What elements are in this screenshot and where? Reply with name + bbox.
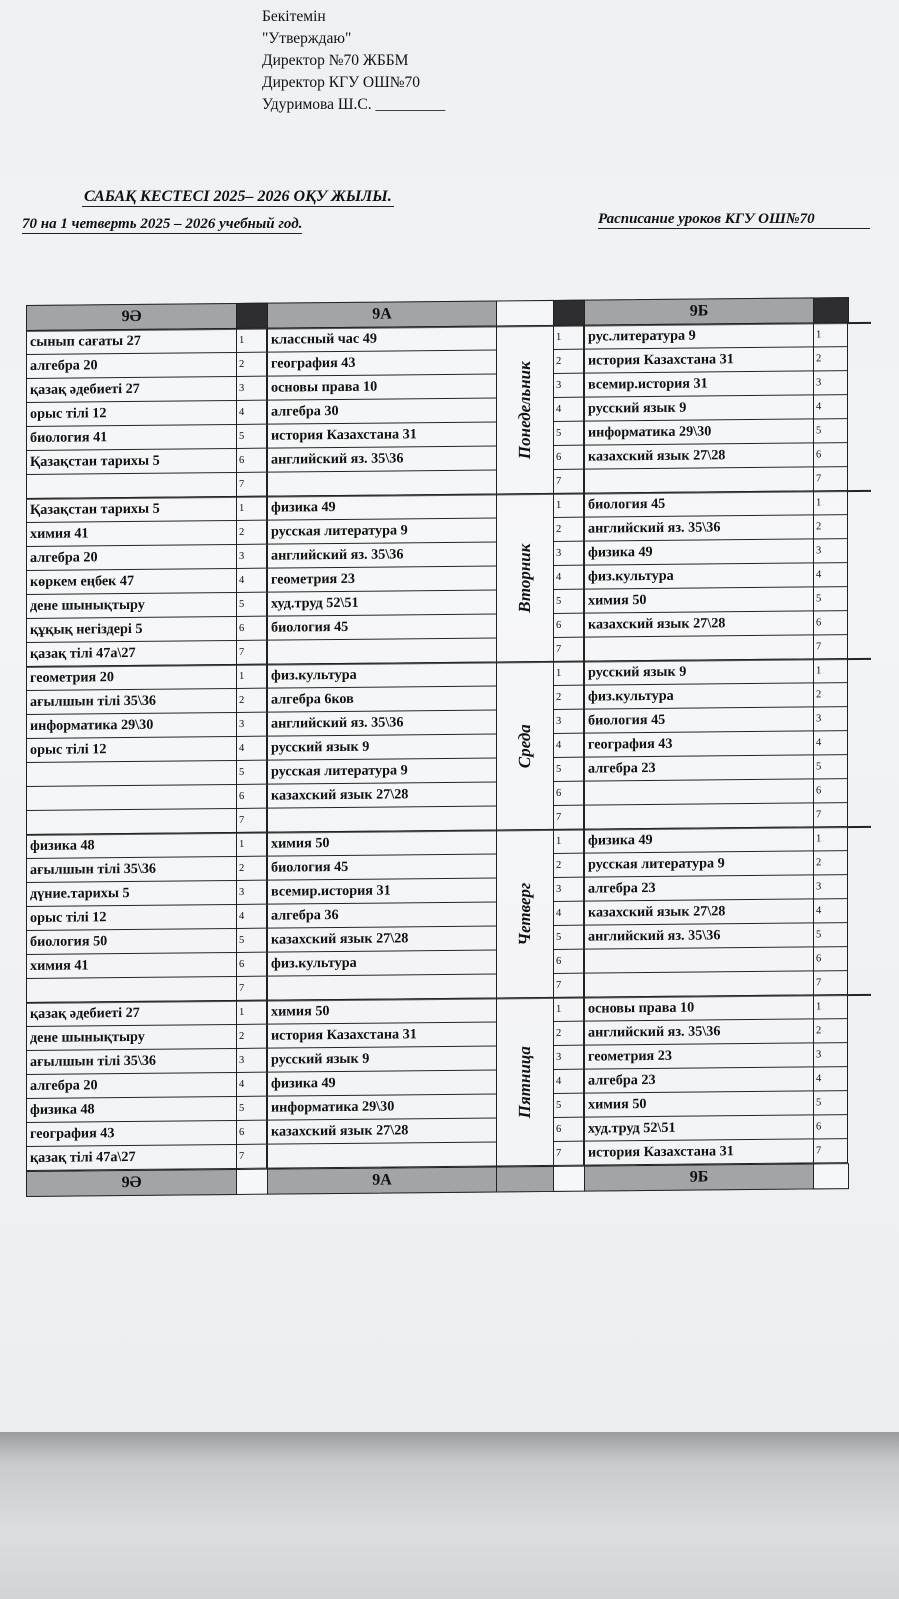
- lesson-number: 6: [553, 782, 584, 806]
- lesson-number: 7: [813, 467, 848, 491]
- lesson-cell-c9a: физ.культура: [267, 662, 497, 688]
- lesson-cell-c9e: Қазақстан тарихы 5: [26, 497, 237, 523]
- lesson-cell-c9e: дене шынықтыру: [26, 1025, 237, 1051]
- lesson-cell-c9e: биология 41: [26, 425, 237, 451]
- lesson-number: 6: [236, 449, 267, 473]
- lesson-cell-c9b: худ.труд 52\51: [584, 1115, 814, 1141]
- lesson-number: 6: [813, 443, 848, 467]
- lesson-cell-c9a: история Казахстана 31: [267, 422, 497, 448]
- lesson-number: 4: [553, 398, 584, 422]
- lesson-number: 1: [553, 326, 584, 350]
- lesson-number: 5: [813, 419, 848, 443]
- lesson-number: 3: [236, 377, 267, 401]
- lesson-cell-c9b: [584, 971, 814, 997]
- class-header-9b: 9Б: [584, 297, 814, 325]
- lesson-number: 3: [553, 542, 584, 566]
- lesson-number: 6: [553, 446, 584, 470]
- lesson-cell-c9b: физ.культура: [584, 563, 814, 589]
- lesson-cell-c9e: орыс тілі 12: [26, 905, 237, 931]
- lesson-cell-c9e: ағылшын тілі 35\36: [26, 857, 237, 883]
- approval-block: [262, 6, 445, 116]
- lesson-cell-c9e: ағылшын тілі 35\36: [26, 689, 237, 715]
- lesson-cell-c9a: худ.труд 52\51: [267, 590, 497, 616]
- lesson-cell-c9b: рус.литература 9: [584, 323, 814, 349]
- lesson-number: 2: [236, 857, 267, 881]
- lesson-cell-c9e: көркем еңбек 47: [26, 569, 237, 595]
- lesson-cell-c9b: русская литература 9: [584, 851, 814, 877]
- lesson-number: 1: [813, 659, 848, 683]
- class-header-9e: 9Ә: [26, 303, 237, 331]
- lesson-cell-c9a: химия 50: [267, 998, 497, 1024]
- lesson-number: 3: [553, 878, 584, 902]
- lesson-number: 4: [813, 395, 848, 419]
- day-block: [26, 659, 871, 834]
- lesson-number: 7: [236, 977, 267, 1001]
- lesson-cell-c9e: ағылшын тілі 35\36: [26, 1049, 237, 1075]
- lesson-cell-c9a: алгебра 30: [267, 398, 497, 424]
- day-block: [26, 323, 871, 498]
- lesson-number: 6: [236, 785, 267, 809]
- lesson-cell-c9b: алгебра 23: [584, 755, 814, 781]
- lesson-cell-c9e: география 43: [26, 1121, 237, 1147]
- header-spacer: [553, 300, 585, 326]
- lesson-number: 5: [553, 1094, 584, 1118]
- header-day-spacer: [496, 300, 554, 327]
- lesson-number: 1: [553, 830, 584, 854]
- lesson-cell-c9b: казахский язык 27\28: [584, 443, 814, 469]
- lesson-cell-c9a: русская литература 9: [267, 758, 497, 784]
- lesson-cell-c9e: қазақ әдебиеті 27: [26, 1001, 237, 1027]
- lesson-number: 7: [236, 641, 267, 665]
- lesson-number: 2: [236, 1025, 267, 1049]
- lesson-number: 7: [236, 473, 267, 497]
- lesson-number: 5: [813, 587, 848, 611]
- approval-line: Бекітемін: [262, 8, 326, 25]
- lesson-number: 5: [236, 929, 267, 953]
- lesson-cell-c9b: алгебра 23: [584, 875, 814, 901]
- lesson-cell-c9a: география 43: [267, 350, 497, 376]
- lesson-cell-c9b: история Казахстана 31: [584, 347, 814, 373]
- lesson-number: 1: [553, 998, 584, 1022]
- lesson-cell-c9e: физика 48: [26, 833, 237, 859]
- lesson-number: 7: [813, 1139, 848, 1163]
- lesson-number: 3: [236, 881, 267, 905]
- lesson-cell-c9b: [584, 947, 814, 973]
- lesson-number: 2: [813, 683, 848, 707]
- day-name-cell: [496, 326, 554, 495]
- lesson-number: 4: [813, 1067, 848, 1091]
- lesson-cell-c9a: физ.культура: [267, 950, 497, 976]
- lesson-number: 2: [813, 1019, 848, 1043]
- lesson-cell-c9a: русский язык 9: [267, 734, 497, 760]
- title-kazakh: САБАҚ КЕСТЕСІ 2025– 2026 ОҚУ ЖЫЛЫ.: [84, 188, 392, 205]
- lesson-cell-c9b: химия 50: [584, 1091, 814, 1117]
- lesson-cell-c9b: казахский язык 27\28: [584, 611, 814, 637]
- lesson-number: 2: [553, 686, 584, 710]
- lesson-cell-c9e: информатика 29\30: [26, 713, 237, 739]
- day-block: [26, 827, 871, 1002]
- day-block: [26, 491, 871, 666]
- lesson-cell-c9b: русский язык 9: [584, 659, 814, 685]
- lesson-number: 2: [553, 518, 584, 542]
- lesson-number: 1: [236, 665, 267, 689]
- lesson-number: 6: [813, 611, 848, 635]
- background-surface: [0, 1432, 899, 1599]
- lesson-number: 4: [236, 737, 267, 761]
- lesson-number: 1: [553, 662, 584, 686]
- lesson-cell-c9b: [584, 635, 814, 661]
- lesson-cell-c9b: [584, 467, 814, 493]
- lesson-number: 1: [236, 329, 267, 353]
- day-name-cell: [496, 494, 554, 663]
- lesson-number: 7: [553, 638, 584, 662]
- lesson-number: 5: [553, 422, 584, 446]
- lesson-number: 4: [813, 563, 848, 587]
- class-footer-9e: 9Ә: [26, 1169, 237, 1197]
- lesson-number: 3: [813, 371, 848, 395]
- lesson-cell-c9e: орыс тілі 12: [26, 401, 237, 427]
- lesson-number: 3: [813, 1043, 848, 1067]
- lesson-number: 7: [813, 803, 848, 827]
- day-name-cell: [496, 662, 554, 831]
- lesson-cell-c9e: [26, 473, 237, 499]
- lesson-cell-c9b: информатика 29\30: [584, 419, 814, 445]
- lesson-cell-c9b: английский яз. 35\36: [584, 515, 814, 541]
- lesson-number: 2: [553, 350, 584, 374]
- lesson-number: 6: [813, 947, 848, 971]
- day-name: Среда: [515, 723, 534, 768]
- lesson-number: 2: [236, 521, 267, 545]
- header-spacer: [236, 303, 268, 329]
- class-footer-9b: 9Б: [584, 1163, 814, 1191]
- lesson-cell-c9e: алгебра 20: [26, 545, 237, 571]
- lesson-cell-c9a: химия 50: [267, 830, 497, 856]
- lesson-number: 1: [813, 491, 848, 515]
- lesson-number: 2: [553, 1022, 584, 1046]
- lesson-number: 7: [813, 971, 848, 995]
- lesson-number: 2: [553, 854, 584, 878]
- lesson-number: 4: [553, 902, 584, 926]
- lesson-cell-c9b: английский яз. 35\36: [584, 1019, 814, 1045]
- lesson-cell-c9a: алгебра 36: [267, 902, 497, 928]
- lesson-cell-c9b: [584, 779, 814, 805]
- lesson-number: 7: [236, 1145, 267, 1169]
- lesson-cell-c9a: биология 45: [267, 614, 497, 640]
- lesson-number: 3: [813, 707, 848, 731]
- lesson-number: 6: [553, 950, 584, 974]
- day-name: Понедельник: [515, 360, 534, 459]
- lesson-number: 5: [553, 926, 584, 950]
- lesson-cell-c9a: физика 49: [267, 1070, 497, 1096]
- lesson-number: 7: [813, 635, 848, 659]
- lesson-cell-c9e: [26, 977, 237, 1003]
- footer-spacer: [553, 1166, 585, 1192]
- header-spacer: [813, 297, 849, 323]
- lesson-number: 5: [553, 758, 584, 782]
- lesson-number: 5: [813, 1091, 848, 1115]
- day-name: Четверг: [515, 882, 534, 946]
- footer-spacer: [236, 1169, 268, 1195]
- lesson-cell-c9a: английский яз. 35\36: [267, 542, 497, 568]
- lesson-cell-c9a: казахский язык 27\28: [267, 926, 497, 952]
- class-footer-9a: 9А: [267, 1166, 497, 1194]
- lesson-cell-c9e: [26, 809, 237, 835]
- lesson-cell-c9b: физ.культура: [584, 683, 814, 709]
- lesson-cell-c9b: [584, 803, 814, 829]
- day-name-cell: [496, 998, 554, 1167]
- lesson-number: 3: [553, 1046, 584, 1070]
- lesson-number: 1: [236, 1001, 267, 1025]
- lesson-cell-c9e: алгебра 20: [26, 353, 237, 379]
- lesson-number: 4: [236, 569, 267, 593]
- lesson-cell-c9a: физика 49: [267, 494, 497, 520]
- lesson-cell-c9e: [26, 785, 237, 811]
- lesson-number: 3: [813, 875, 848, 899]
- lesson-cell-c9a: [267, 638, 497, 664]
- lesson-number: 7: [553, 974, 584, 998]
- lesson-number: 3: [813, 539, 848, 563]
- lesson-number: 6: [813, 1115, 848, 1139]
- lesson-number: 4: [813, 899, 848, 923]
- approval-line: Директор №70 ЖББМ: [262, 52, 409, 69]
- lesson-cell-c9b: физика 49: [584, 539, 814, 565]
- lesson-number: 5: [813, 755, 848, 779]
- lesson-number: 3: [553, 374, 584, 398]
- day-name: Пятница: [515, 1045, 534, 1118]
- lesson-number: 7: [553, 470, 584, 494]
- lesson-number: 4: [236, 401, 267, 425]
- footer-day-spacer: [496, 1166, 554, 1193]
- lesson-number: 4: [553, 1070, 584, 1094]
- lesson-number: 2: [813, 851, 848, 875]
- lesson-cell-c9b: физика 49: [584, 827, 814, 853]
- lesson-number: 4: [553, 734, 584, 758]
- lesson-number: 3: [236, 713, 267, 737]
- lesson-number: 3: [236, 545, 267, 569]
- lesson-number: 4: [236, 905, 267, 929]
- approval-line: Директор КГУ ОШ№70: [262, 74, 421, 91]
- lesson-number: 2: [813, 347, 848, 371]
- lesson-number: 6: [553, 614, 584, 638]
- lesson-cell-c9e: физика 48: [26, 1097, 237, 1123]
- lesson-number: 5: [236, 593, 267, 617]
- lesson-cell-c9b: геометрия 23: [584, 1043, 814, 1069]
- lesson-cell-c9a: всемир.история 31: [267, 878, 497, 904]
- lesson-cell-c9b: английский яз. 35\36: [584, 923, 814, 949]
- lesson-cell-c9b: география 43: [584, 731, 814, 757]
- lesson-cell-c9b: алгебра 23: [584, 1067, 814, 1093]
- lesson-cell-c9a: казахский язык 27\28: [267, 782, 497, 808]
- lesson-cell-c9e: қазақ тілі 47а\27: [26, 641, 237, 667]
- lesson-number: 5: [236, 425, 267, 449]
- lesson-cell-c9e: дене шынықтыру: [26, 593, 237, 619]
- lesson-cell-c9a: информатика 29\30: [267, 1094, 497, 1120]
- lesson-cell-c9b: казахский язык 27\28: [584, 899, 814, 925]
- lesson-cell-c9a: [267, 470, 497, 496]
- lesson-cell-c9a: казахский язык 27\28: [267, 1118, 497, 1144]
- lesson-cell-c9e: [26, 761, 237, 787]
- lesson-number: 1: [813, 995, 848, 1019]
- lesson-number: 5: [813, 923, 848, 947]
- lesson-number: 2: [236, 689, 267, 713]
- lesson-cell-c9a: русский язык 9: [267, 1046, 497, 1072]
- lesson-cell-c9a: история Казахстана 31: [267, 1022, 497, 1048]
- lesson-cell-c9e: құқық негіздері 5: [26, 617, 237, 643]
- lesson-cell-c9e: сынып сағаты 27: [26, 329, 237, 355]
- lesson-cell-c9b: история Казахстана 31: [584, 1139, 814, 1165]
- lesson-cell-c9a: геометрия 23: [267, 566, 497, 592]
- lesson-number: 5: [553, 590, 584, 614]
- lesson-number: 1: [553, 494, 584, 518]
- lesson-cell-c9a: биология 45: [267, 854, 497, 880]
- lesson-cell-c9a: [267, 974, 497, 1000]
- lesson-number: 6: [813, 779, 848, 803]
- lesson-number: 2: [813, 515, 848, 539]
- lesson-cell-c9a: русская литература 9: [267, 518, 497, 544]
- lesson-cell-c9e: орыс тілі 12: [26, 737, 237, 763]
- lesson-number: 3: [553, 710, 584, 734]
- lesson-cell-c9a: английский яз. 35\36: [267, 446, 497, 472]
- lesson-cell-c9e: қазақ тілі 47а\27: [26, 1145, 237, 1171]
- lesson-number: 6: [236, 1121, 267, 1145]
- lesson-number: 6: [236, 617, 267, 641]
- lesson-cell-c9e: химия 41: [26, 953, 237, 979]
- lesson-number: 1: [813, 827, 848, 851]
- lesson-cell-c9a: алгебра 6ков: [267, 686, 497, 712]
- lesson-cell-c9e: биология 50: [26, 929, 237, 955]
- lesson-cell-c9e: алгебра 20: [26, 1073, 237, 1099]
- lesson-cell-c9a: английский яз. 35\36: [267, 710, 497, 736]
- title-right: Расписание уроков КГУ ОШ№70: [598, 211, 870, 229]
- lesson-cell-c9b: биология 45: [584, 707, 814, 733]
- lesson-number: 7: [553, 806, 584, 830]
- class-header-9a: 9А: [267, 300, 497, 328]
- lesson-cell-c9b: химия 50: [584, 587, 814, 613]
- lesson-cell-c9a: основы права 10: [267, 374, 497, 400]
- lesson-number: 3: [236, 1049, 267, 1073]
- lesson-cell-c9b: биология 45: [584, 491, 814, 517]
- lesson-cell-c9a: [267, 1142, 497, 1168]
- title-russian: 70 на 1 четверть 2025 – 2026 учебный год.: [22, 216, 303, 232]
- lesson-cell-c9e: геометрия 20: [26, 665, 237, 691]
- lesson-number: 4: [236, 1073, 267, 1097]
- lesson-number: 7: [236, 809, 267, 833]
- approval-line: Удуримова Ш.С. _________: [262, 96, 446, 113]
- lesson-number: 6: [553, 1118, 584, 1142]
- lesson-number: 2: [236, 353, 267, 377]
- footer-spacer: [813, 1163, 849, 1189]
- lesson-number: 1: [236, 497, 267, 521]
- lesson-number: 5: [236, 1097, 267, 1121]
- lesson-cell-c9a: [267, 806, 497, 832]
- lesson-number: 4: [553, 566, 584, 590]
- timetable: [26, 297, 871, 1197]
- lesson-cell-c9e: дүние.тарихы 5: [26, 881, 237, 907]
- approval-line: "Утверждаю": [262, 30, 352, 47]
- lesson-number: 6: [236, 953, 267, 977]
- lesson-cell-c9e: химия 41: [26, 521, 237, 547]
- lesson-cell-c9b: русский язык 9: [584, 395, 814, 421]
- lesson-cell-c9e: Қазақстан тарихы 5: [26, 449, 237, 475]
- lesson-number: 5: [236, 761, 267, 785]
- day-name-cell: [496, 830, 554, 999]
- day-block: [26, 995, 871, 1170]
- lesson-number: 1: [813, 323, 848, 347]
- lesson-cell-c9a: классный час 49: [267, 326, 497, 352]
- lesson-cell-c9b: всемир.история 31: [584, 371, 814, 397]
- day-name: Вторник: [515, 543, 534, 613]
- lesson-cell-c9b: основы права 10: [584, 995, 814, 1021]
- lesson-number: 7: [553, 1142, 584, 1166]
- lesson-cell-c9e: қазақ әдебиеті 27: [26, 377, 237, 403]
- lesson-number: 4: [813, 731, 848, 755]
- lesson-number: 1: [236, 833, 267, 857]
